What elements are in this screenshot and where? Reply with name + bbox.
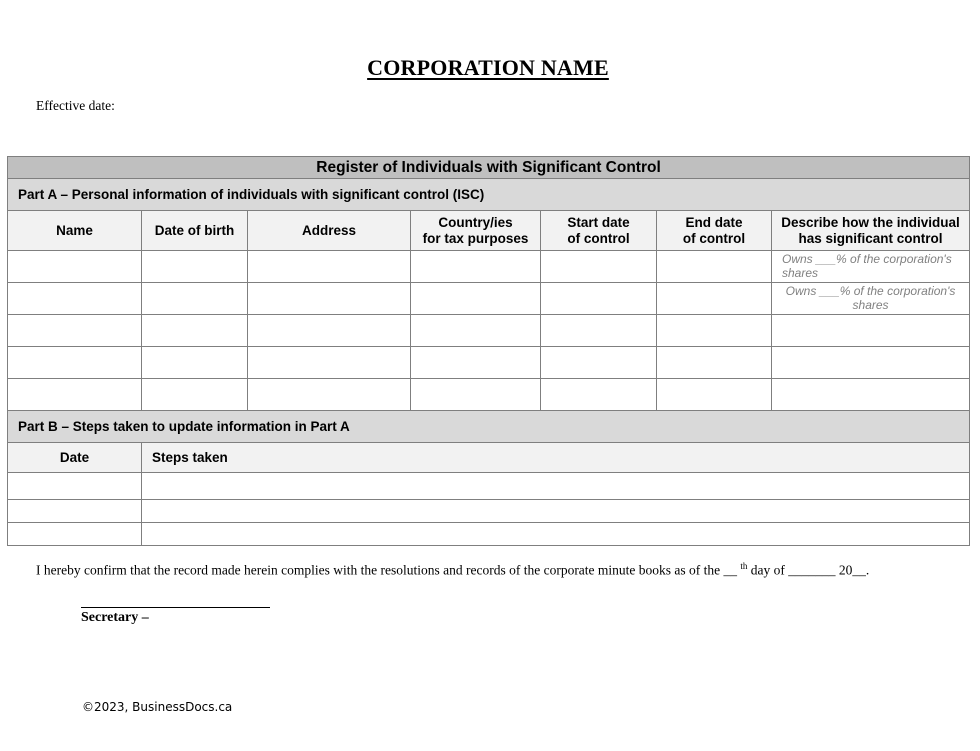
cell-date-of-birth[interactable] (142, 315, 248, 347)
secretary-signature-label: Secretary – (81, 610, 149, 625)
table-row (8, 379, 970, 411)
register-title: Register of Individuals with Significant Control (8, 157, 970, 179)
cell-end-date[interactable] (657, 315, 772, 347)
cell-describe-control[interactable] (772, 379, 970, 411)
effective-date-label: Effective date: (36, 98, 115, 113)
copyright-footer: ©2023, BusinessDocs.ca (82, 700, 233, 714)
cell-end-date[interactable] (657, 347, 772, 379)
cell-name[interactable] (8, 251, 142, 283)
table-row (8, 500, 970, 523)
column-header-describe-control: Describe how the individual has significant control (772, 211, 970, 251)
cell-steps-taken[interactable] (142, 473, 970, 500)
table-row (8, 473, 970, 500)
part-a-heading: Part A – Personal information of individuals with significant control (ISC) (8, 179, 970, 211)
cell-date[interactable] (8, 473, 142, 500)
part-b-heading: Part B – Steps taken to update information in Part A (8, 411, 970, 443)
cell-date[interactable] (8, 500, 142, 523)
cell-country[interactable] (411, 347, 541, 379)
cell-start-date[interactable] (541, 283, 657, 315)
cell-address[interactable] (248, 315, 411, 347)
cell-end-date[interactable] (657, 379, 772, 411)
signature-line[interactable] (81, 607, 270, 608)
cell-describe-control[interactable]: Owns ___% of the corporation's shares (772, 251, 970, 283)
cell-country[interactable] (411, 283, 541, 315)
cell-describe-control[interactable]: Owns ___% of the corporation's shares (772, 283, 970, 315)
table-row (8, 523, 970, 546)
cell-steps-taken[interactable] (142, 523, 970, 546)
cell-address[interactable] (248, 283, 411, 315)
column-header-end-date: End date of control (657, 211, 772, 251)
cell-date[interactable] (8, 523, 142, 546)
cell-start-date[interactable] (541, 347, 657, 379)
cell-describe-control[interactable] (772, 315, 970, 347)
cell-date-of-birth[interactable] (142, 251, 248, 283)
cell-start-date[interactable] (541, 379, 657, 411)
part-a-column-headers (8, 211, 970, 251)
cell-date-of-birth[interactable] (142, 347, 248, 379)
cell-end-date[interactable] (657, 251, 772, 283)
column-header-address: Address (248, 211, 411, 251)
table-row (8, 347, 970, 379)
cell-describe-control[interactable] (772, 347, 970, 379)
table-row (8, 283, 970, 315)
cell-name[interactable] (8, 347, 142, 379)
cell-end-date[interactable] (657, 283, 772, 315)
column-header-name: Name (8, 211, 142, 251)
column-header-date: Date (8, 443, 142, 473)
part-b-column-headers (8, 443, 970, 473)
cell-start-date[interactable] (541, 251, 657, 283)
column-header-steps-taken: Steps taken (142, 443, 970, 473)
cell-country[interactable] (411, 379, 541, 411)
cell-country[interactable] (411, 315, 541, 347)
table-row (8, 315, 970, 347)
confirmation-statement: I hereby confirm that the record made herein complies with the resolutions and records of the corporate minute books as of the __ $^{th}$ day of _______ 20__. (36, 561, 870, 578)
cell-start-date[interactable] (541, 315, 657, 347)
column-header-country-tax: Country/ies for tax purposes (411, 211, 541, 251)
cell-name[interactable] (8, 283, 142, 315)
cell-name[interactable] (8, 379, 142, 411)
day-blank[interactable]: __ (723, 562, 738, 578)
cell-country[interactable] (411, 251, 541, 283)
cell-address[interactable] (248, 379, 411, 411)
column-header-start-date: Start date of control (541, 211, 657, 251)
cell-address[interactable] (248, 251, 411, 283)
cell-address[interactable] (248, 347, 411, 379)
cell-name[interactable] (8, 315, 142, 347)
isc-register-table (7, 156, 970, 546)
corporation-name-title: CORPORATION NAME (367, 55, 609, 80)
cell-date-of-birth[interactable] (142, 283, 248, 315)
cell-date-of-birth[interactable] (142, 379, 248, 411)
column-header-date-of-birth: Date of birth (142, 211, 248, 251)
cell-steps-taken[interactable] (142, 500, 970, 523)
table-row (8, 251, 970, 283)
